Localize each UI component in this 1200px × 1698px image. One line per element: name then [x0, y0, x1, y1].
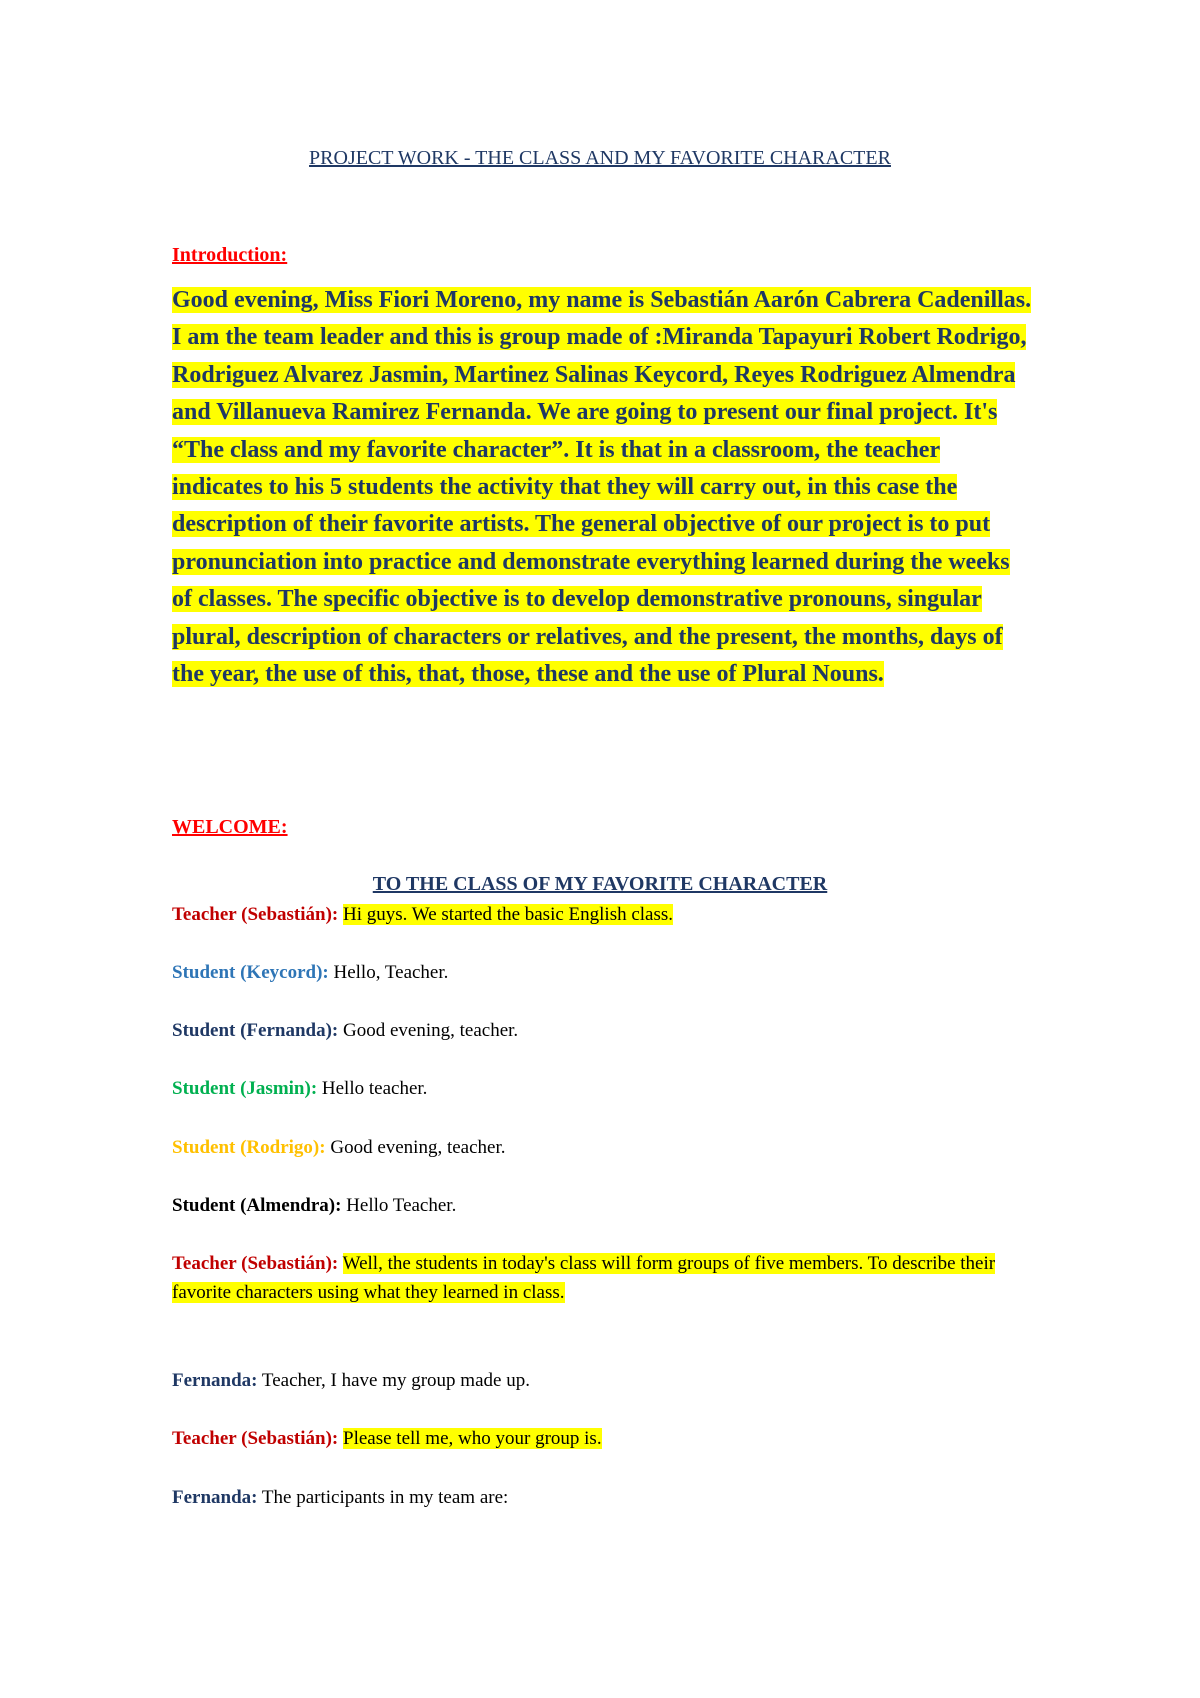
- dialogue-speaker: Fernanda:: [172, 1370, 258, 1391]
- introduction-heading: Introduction:: [172, 244, 288, 266]
- dialogue-line-fernanda-2: [172, 1366, 1032, 1395]
- dialogue-text: Hello teacher.: [321, 1078, 428, 1099]
- dialogue-line-almendra: [172, 1191, 1032, 1220]
- dialogue-line-teacher-2: [172, 1249, 1032, 1307]
- dialogue-speaker: Student (Almendra):: [172, 1195, 342, 1216]
- introduction-text: Good evening, Miss Fiori Moreno, my name is Sebastián Aarón Cabrera Cadenillas. I am the team leader and this is group made of :Miranda Tapayuri Robert Rodrigo, Rodriguez Alvarez Jasmin, Martinez Salinas Keycord, Reyes Rodriguez Almendra and Villanueva Ramirez Fernanda. We are going to present our final project. It's “The class and my favorite character”. It is that in a classroom, the teacher indicates to his 5 students the activity that they will carry out, in this case the description of their favorite artists. The general objective of our project is to put pronunciation into practice and demonstrate everything learned during the weeks of classes. The specific objective is to develop demonstrative pronouns, singular plural, description of characters or relatives, and the present, the months, days of the year, the use of this, that, those, these and the use of Plural Nouns.: [172, 287, 1032, 688]
- dialogue-text: Teacher, I have my group made up.: [261, 1370, 530, 1391]
- dialogue-line-teacher-1: [172, 900, 1032, 929]
- dialogue-speaker: Student (Fernanda):: [172, 1020, 339, 1041]
- dialogue-line-jasmin: [172, 1074, 1032, 1103]
- welcome-subtitle: TO THE CLASS OF MY FAVORITE CHARACTER: [372, 873, 828, 895]
- dialogue-text: Hello, Teacher.: [333, 962, 449, 983]
- dialogue-speaker: Student (Keycord):: [172, 962, 329, 983]
- dialogue-speaker: Teacher (Sebastián):: [172, 1428, 339, 1449]
- dialogue-text: Good evening, teacher.: [330, 1137, 506, 1158]
- dialogue-text: The participants in my team are:: [261, 1487, 509, 1508]
- dialogue-text: Well, the students in today's class will form groups of five members. To describe their favorite characters using what they learned in class.: [172, 1253, 996, 1303]
- dialogue-text: Hello Teacher.: [346, 1195, 457, 1216]
- document-title: PROJECT WORK - THE CLASS AND MY FAVORITE CHARACTER: [309, 147, 891, 169]
- dialogue-line-keycord: [172, 958, 1032, 987]
- dialogue-line-rodrigo: [172, 1133, 1032, 1162]
- dialogue-text: Good evening, teacher.: [343, 1020, 519, 1041]
- dialogue-speaker: Teacher (Sebastián):: [172, 904, 339, 925]
- dialogue-speaker: Student (Rodrigo):: [172, 1137, 326, 1158]
- dialogue-line-teacher-3: [172, 1424, 1032, 1453]
- dialogue-line-fernanda: [172, 1016, 1032, 1045]
- dialogue-text: Hi guys. We started the basic English class.: [343, 904, 674, 925]
- introduction-paragraph: [172, 282, 1032, 693]
- dialogue-speaker: Teacher (Sebastián):: [172, 1253, 339, 1274]
- dialogue-text: Please tell me, who your group is.: [343, 1428, 602, 1449]
- dialogue-speaker: Fernanda:: [172, 1487, 258, 1508]
- welcome-heading: WELCOME:: [172, 816, 288, 838]
- dialogue-line-fernanda-3: [172, 1483, 1032, 1512]
- dialogue-speaker: Student (Jasmin):: [172, 1078, 318, 1099]
